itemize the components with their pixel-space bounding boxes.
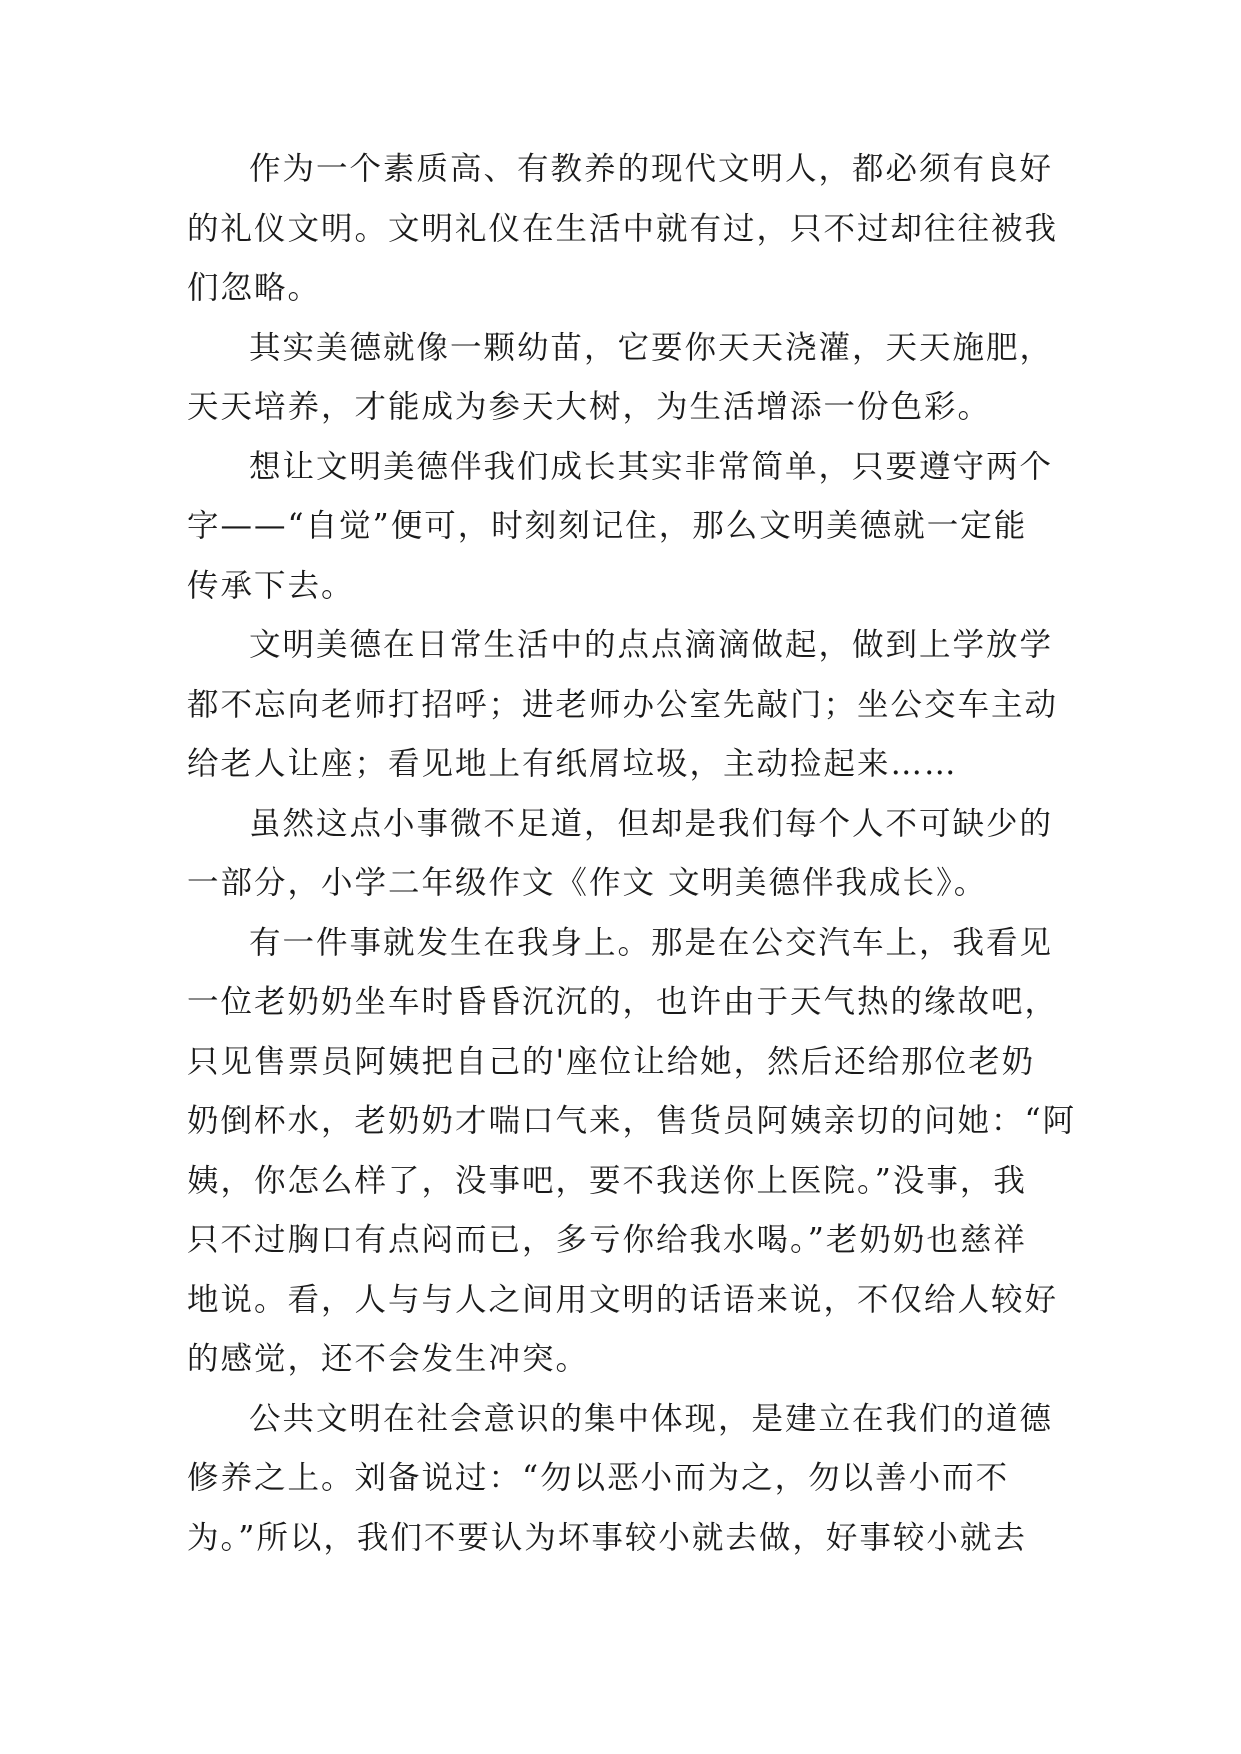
text-line: 修养之上。刘备说过：“勿以恶小而为之，勿以善小而不 xyxy=(187,1460,1010,1496)
text-line: 奶倒杯水，老奶奶才喘口气来，售货员阿姨亲切的问她：“阿 xyxy=(187,1103,1077,1139)
text-line: 姨，你怎么样了，没事吧，要不我送你上医院。”没事，我 xyxy=(187,1162,1027,1199)
text-line: 其实美德就像一颗幼苗，它要你天天浇灌，天天施肥， xyxy=(249,329,1054,366)
text-line: 只不过胸口有点闷而已，多亏你给我水喝。”老奶奶也慈祥 xyxy=(187,1222,1027,1258)
text-line: 有一件事就发生在我身上。那是在公交汽车上，我看见 xyxy=(249,924,1054,961)
text-line: 为。”所以，我们不要认为坏事较小就去做，好事较小就去 xyxy=(187,1519,1027,1556)
paragraph-5 xyxy=(187,795,1055,914)
text-line: 字——“自觉”便可，时刻刻记住，那么文明美德就一定能 xyxy=(187,508,1028,544)
text-line: 公共文明在社会意识的集中体现，是建立在我们的道德 xyxy=(249,1400,1054,1437)
text-line: 的礼仪文明。文明礼仪在生活中就有过，只不过却往往被我 xyxy=(187,210,1059,247)
paragraph-1 xyxy=(187,140,1059,319)
text-line: 地说。看，人与与人之间用文明的话语来说，不仅给人较好 xyxy=(187,1281,1059,1318)
text-line: 给老人让座；看见地上有纸屑垃圾，主动捡起来…… xyxy=(187,746,958,782)
text-line: 文明美德在日常生活中的点点滴滴做起，做到上学放学 xyxy=(249,627,1054,663)
paragraph-7 xyxy=(187,1390,1055,1569)
text-line: 作为一个素质高、有教养的现代文明人，都必须有良好 xyxy=(249,151,1054,187)
text-line: 传承下去。 xyxy=(187,567,355,604)
text-line: 们忽略。 xyxy=(187,270,322,306)
text-line: 天天培养，才能成为参天大树，为生活增添一份色彩。 xyxy=(187,389,992,425)
paragraph-6 xyxy=(187,914,1077,1390)
document-page xyxy=(187,140,1077,1568)
text-line: 的感觉，还不会发生冲突。 xyxy=(187,1341,590,1377)
text-line: 都不忘向老师打招呼；进老师办公室先敲门；坐公交车主动 xyxy=(187,686,1059,723)
paragraph-2 xyxy=(187,319,1055,438)
paragraph-3 xyxy=(187,438,1055,617)
text-line: 想让文明美德伴我们成长其实非常简单，只要遵守两个 xyxy=(249,448,1054,485)
text-line: 虽然这点小事微不足道，但却是我们每个人不可缺少的 xyxy=(249,805,1054,842)
text-line: 只见售票员阿姨把自己的'座位让给她，然后还给那位老奶 xyxy=(187,1043,1036,1080)
text-line: 一位老奶奶坐车时昏昏沉沉的，也许由于天气热的缘故吧， xyxy=(187,984,1059,1020)
text-line: 一部分，小学二年级作文《作文 文明美德伴我成长》。 xyxy=(187,865,988,901)
paragraph-4 xyxy=(187,616,1059,795)
